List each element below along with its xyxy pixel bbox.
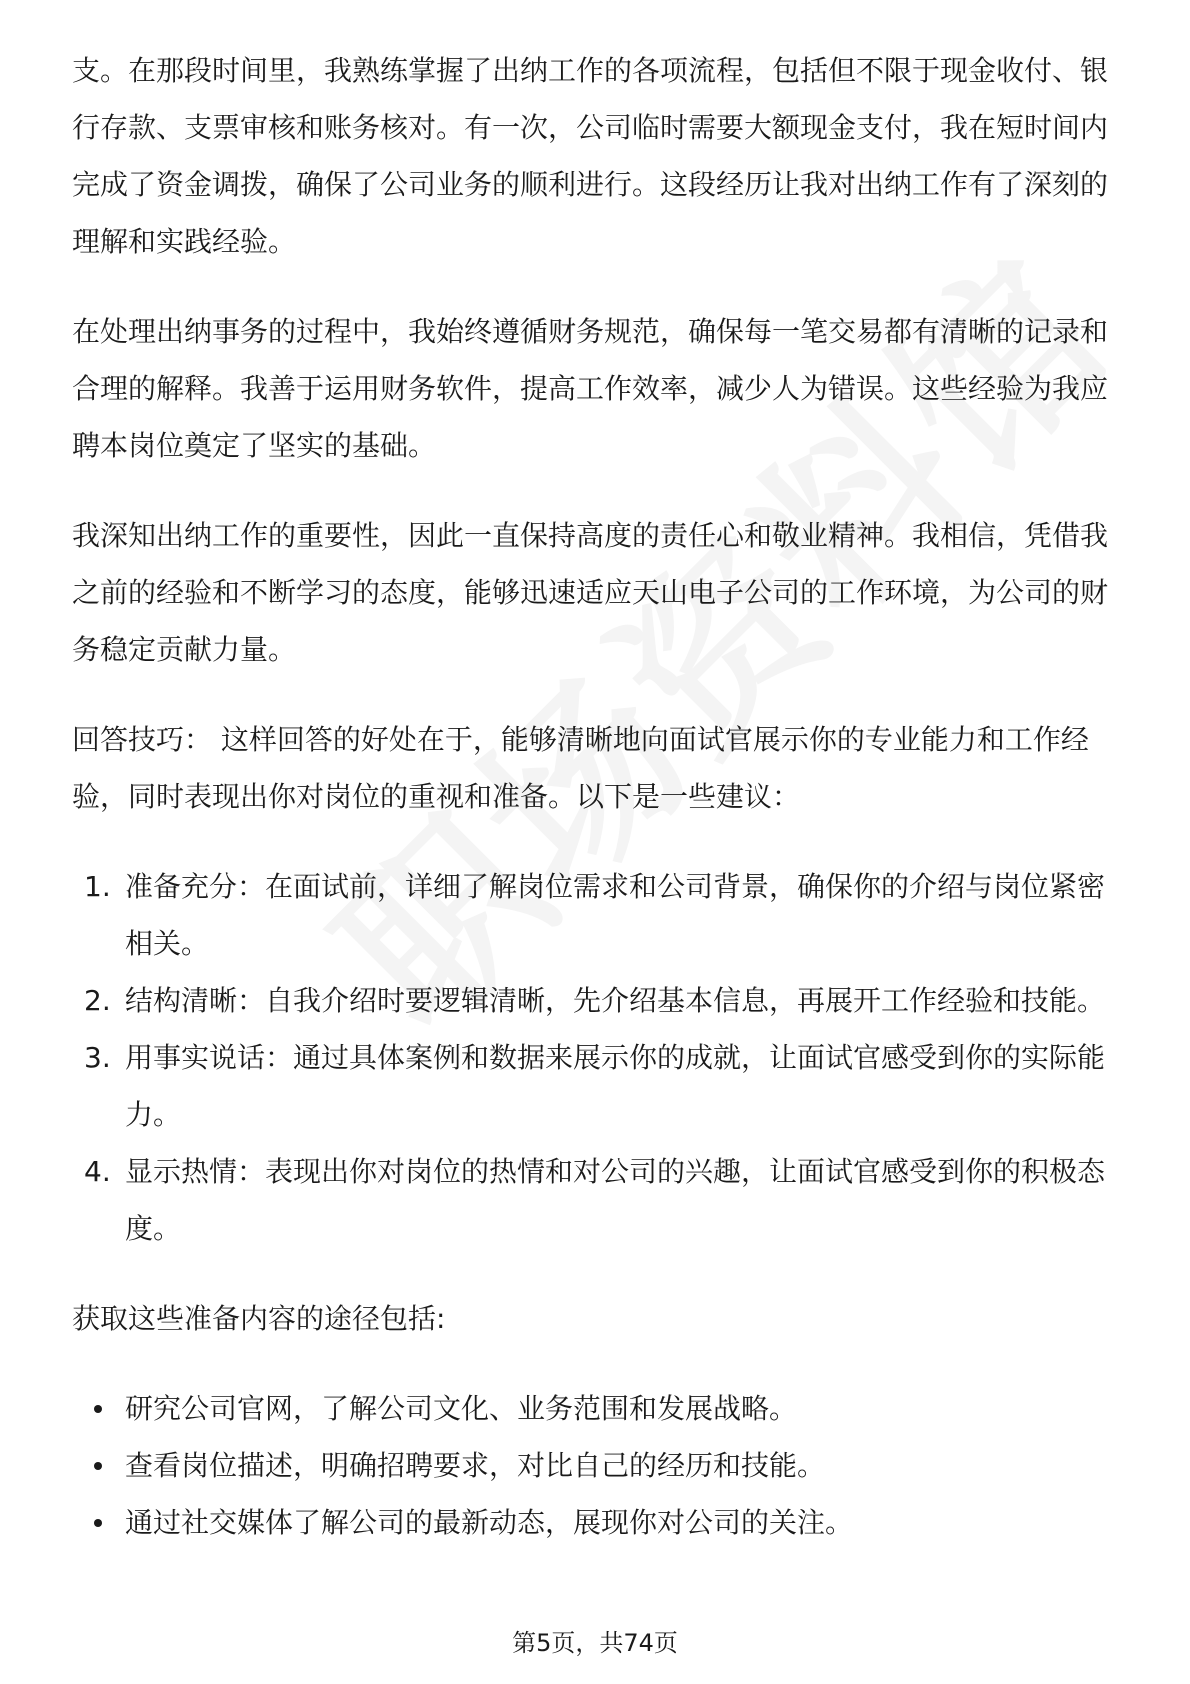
bullet-icon <box>94 1462 102 1470</box>
paragraph-commitment: 我深知出纳工作的重要性，因此一直保持高度的责任心和敬业精神。我相信，凭借我之前的经验和不断学习的态度，能够迅速适应天山电子公司的工作环境，为公司的财务稳定贡献力量。 <box>72 519 1109 666</box>
list-item <box>72 972 1118 1029</box>
document-page <box>72 42 1118 1551</box>
list-item-text: 查看岗位描述，明确招聘要求，对比自己的经历和技能。 <box>125 1449 826 1482</box>
list-item-text: 显示热情：表现出你对岗位的热情和对公司的兴趣，让面试官感受到你的积极态度。 <box>125 1155 1106 1245</box>
list-item-text: 结构清晰：自我介绍时要逻辑清晰，先介绍基本信息，再展开工作经验和技能。 <box>125 984 1106 1017</box>
list-item-number: 2. <box>84 984 111 1017</box>
list-item <box>72 858 1118 972</box>
list-item-number: 3. <box>84 1041 111 1074</box>
list-item-number: 1. <box>84 870 111 903</box>
list-item <box>72 1380 1118 1437</box>
list-item <box>72 1029 1118 1143</box>
list-item <box>72 1437 1118 1494</box>
list-item-text: 通过社交媒体了解公司的最新动态，展现你对公司的关注。 <box>125 1506 854 1539</box>
page-number: 第5页，共74页 <box>512 1629 678 1657</box>
paragraph-answer-tips: 回答技巧： 这样回答的好处在于，能够清晰地向面试官展示你的专业能力和工作经验，同时表现出你对岗位的重视和准备。以下是一些建议： <box>72 723 1089 813</box>
list-item <box>72 1143 1118 1257</box>
bullet-icon <box>94 1405 102 1413</box>
list-item-number: 4. <box>84 1155 111 1188</box>
paragraph-compliance: 在处理出纳事务的过程中，我始终遵循财务规范，确保每一笔交易都有清晰的记录和合理的解释。我善于运用财务软件，提高工作效率，减少人为错误。这些经验为我应聘本岗位奠定了坚实的基础。 <box>72 315 1109 462</box>
list-item <box>72 1494 1118 1551</box>
bullet-icon <box>94 1519 102 1527</box>
paragraph-experience: 支。在那段时间里，我熟练掌握了出纳工作的各项流程，包括但不限于现金收付、银行存款、支票审核和账务核对。有一次，公司临时需要大额现金支付，我在短时间内完成了资金调拨，确保了公司业务的顺利进行。这段经历让我对出纳工作有了深刻的理解和实践经验。 <box>72 54 1109 258</box>
list-item-text: 用事实说话：通过具体案例和数据来展示你的成就，让面试官感受到你的实际能力。 <box>125 1041 1106 1131</box>
list-item-text: 准备充分：在面试前，详细了解岗位需求和公司背景，确保你的介绍与岗位紧密相关。 <box>125 870 1106 960</box>
sources-heading: 获取这些准备内容的途径包括: <box>72 1302 446 1335</box>
tips-list <box>72 858 1118 1257</box>
list-item-text: 研究公司官网，了解公司文化、业务范围和发展战略。 <box>125 1392 798 1425</box>
sources-list <box>72 1380 1118 1551</box>
